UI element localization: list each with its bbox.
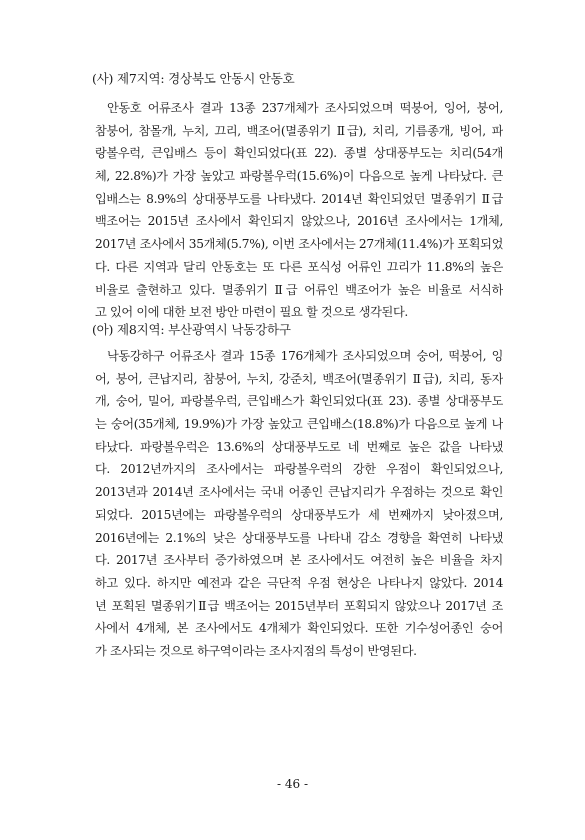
section-heading-region-8: (아) 제8지역: 부산광역시 낙동강하구: [92, 322, 291, 337]
paragraph-line: 사에서 4개체, 본 조사에서도 4개체가 확인되었다. 또한 기수성어종인 숭어: [95, 621, 503, 636]
paragraph-line: 다. 2012년까지의 조사에서는 파랑볼우럭의 강한 우점이 확인되었으나,: [95, 462, 503, 477]
paragraph-line: 어, 붕어, 큰납지리, 참붕어, 누치, 강준치, 백조어(멸종위기 Ⅱ급), 치리, 동자: [95, 371, 503, 386]
paragraph-line: 년 포획된 멸종위기Ⅱ급 백조어는 2015년부터 포획되지 않았으나 2017년 조: [95, 598, 503, 613]
paragraph-line: 는 숭어(35개체, 19.9%)가 가장 높았고 큰입배스(18.8%)가 다음으로 높게 나: [95, 417, 503, 432]
paragraph-line: 비율로 출현하고 있다. 멸종위기 Ⅱ급 어류인 백조어가 높은 비율로 서식하: [95, 282, 503, 297]
paragraph-line: 2016년에는 2.1%의 낮은 상대풍부도를 나타내 감소 경향을 확연히 나타냈: [95, 530, 503, 545]
paragraph-line: 타났다. 파랑볼우럭은 13.6%의 상대풍부도로 네 번째로 높은 값을 나타냈: [95, 439, 503, 454]
paragraph-line: 2013년과 2014년 조사에서는 국내 어종인 큰납지리가 우점하는 것으로 확인: [95, 485, 503, 500]
paragraph-line: 다. 다른 지역과 달리 안동호는 또 다른 포식성 어류인 끄리가 11.8%의 높은: [95, 259, 503, 274]
paragraph-line: 안동호 어류조사 결과 13종 237개체가 조사되었으며 떡붕어, 잉어, 붕어,: [107, 101, 503, 115]
paragraph-line: 낙동강하구 어류조사 결과 15종 176개체가 조사되었으며 숭어, 떡붕어, 잉: [107, 349, 503, 363]
paragraph-region-7: [95, 97, 503, 324]
page-number: - 46 -: [276, 777, 308, 791]
paragraph-line: 참붕어, 참몰개, 누치, 끄리, 백조어(멸종위기 Ⅱ급), 치리, 기름종개, 빙어, 파: [95, 123, 503, 138]
section-heading-region-7: (사) 제7지역: 경상북도 안동시 안동호: [92, 71, 295, 86]
paragraph-region-8: [95, 345, 503, 663]
paragraph-line: 되었다. 2015년에는 파랑볼우럭의 상대풍부도가 세 번째까지 낮아졌으며,: [95, 507, 503, 522]
paragraph-line: 체, 22.8%)가 가장 높았고 파랑볼우럭(15.6%)이 다음으로 높게 나타났다. 큰: [95, 169, 503, 184]
paragraph-line: 2017년 조사에서 35개체(5.7%), 이번 조사에서는 27개체(11.4%)가 포획되었: [95, 237, 503, 252]
paragraph-line: 고 있어 이에 대한 보전 방안 마련이 필요 할 것으로 생각된다.: [95, 305, 408, 320]
paragraph-line: 가 조사되는 것으로 하구역이라는 조사지점의 특성이 반영된다.: [95, 643, 417, 658]
paragraph-line: 랑볼우럭, 큰입배스 등이 확인되었다(표 22). 종별 상대풍부도는 치리(54개: [95, 146, 503, 161]
paragraph-line: 개, 숭어, 밀어, 파랑볼우럭, 큰입배스가 확인되었다(표 23). 종별 상대풍부도: [95, 394, 503, 409]
paragraph-line: 하고 있다. 하지만 예전과 같은 극단적 우점 현상은 나타나지 않았다. 2014: [95, 575, 503, 590]
paragraph-line: 입배스는 8.9%의 상대풍부도를 나타냈다. 2014년 확인되었던 멸종위기 Ⅱ급: [95, 191, 503, 206]
paragraph-line: 백조어는 2015년 조사에서 확인되지 않았으나, 2016년 조사에서는 1개체,: [95, 214, 503, 229]
paragraph-line: 다. 2017년 조사부터 증가하였으며 본 조사에서도 여전히 높은 비율을 차지: [95, 553, 503, 568]
